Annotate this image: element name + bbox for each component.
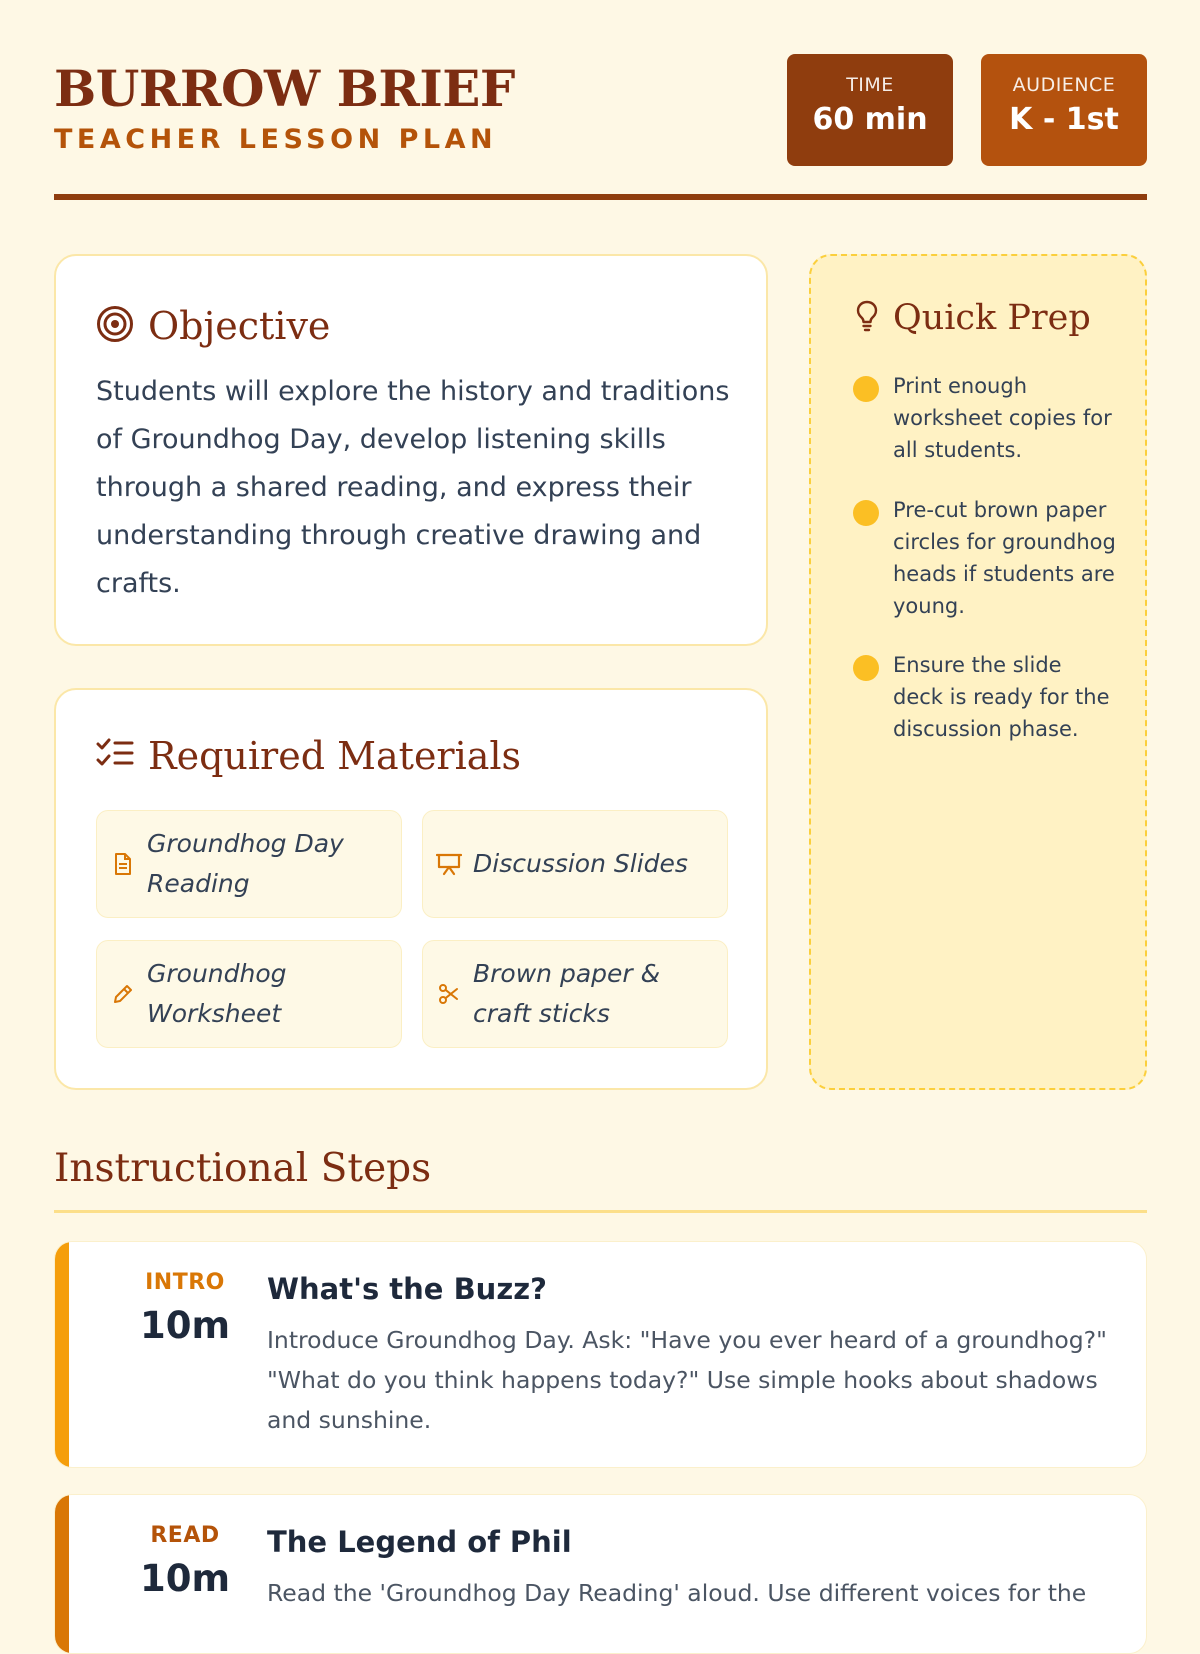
material-item: [96, 940, 402, 1048]
step-duration: 10m: [139, 1304, 231, 1347]
materials-title: Required Materials: [148, 734, 522, 778]
step-duration: 10m: [139, 1557, 231, 1600]
audience-label: AUDIENCE: [1012, 74, 1116, 96]
material-item: [422, 810, 728, 918]
step-phase: READ: [150, 1523, 220, 1548]
material-label: Brown paper & craft sticks: [473, 959, 661, 1028]
quick-prep-panel: [809, 254, 1147, 1090]
step-description: Read the 'Groundhog Day Reading' aloud. Use different voices for the: [267, 1579, 1087, 1607]
material-label: Groundhog Day Reading: [147, 829, 344, 898]
scissors-icon: [429, 983, 469, 1005]
audience-value: K - 1st: [1009, 102, 1119, 137]
bullet-dot: [853, 376, 879, 402]
steps-divider: [54, 1210, 1147, 1213]
materials-card: [54, 688, 768, 1090]
brand-title: BURROW BRIEF: [54, 59, 515, 118]
step-title: What's the Buzz?: [267, 1272, 547, 1306]
header: [54, 58, 1147, 200]
header-divider: [54, 194, 1147, 200]
audience-badge: [981, 54, 1147, 166]
quick-prep-title: Quick Prep: [893, 298, 1091, 338]
prep-item: [853, 494, 1118, 622]
document-icon: [103, 852, 143, 876]
checklist-icon: [96, 737, 134, 775]
material-item: [96, 810, 402, 918]
lesson-plan-page: [54, 0, 1147, 1607]
quick-prep-header: [855, 298, 1091, 338]
presentation-icon: [429, 852, 469, 876]
step-description: Introduce Groundhog Day. Ask: "Have you ever heard of a groundhog?" "What do you think happens today?" Use simple hooks about shadows and sunshine.: [267, 1326, 1107, 1434]
step-phase: INTRO: [145, 1270, 225, 1295]
steps-title: Instructional Steps: [54, 1146, 432, 1191]
objective-title: Objective: [148, 304, 331, 348]
prep-item: [853, 649, 1118, 745]
step-accent-bar: [55, 1495, 69, 1653]
objective-header: [96, 304, 330, 348]
step-card: [54, 1241, 1147, 1468]
objective-card: [54, 254, 768, 646]
bullet-dot: [853, 500, 879, 526]
step-accent-bar: [55, 1242, 69, 1467]
material-label: Discussion Slides: [473, 849, 688, 878]
bullet-dot: [853, 655, 879, 681]
target-icon: [96, 305, 134, 347]
step-title: The Legend of Phil: [267, 1525, 572, 1559]
material-item: [422, 940, 728, 1048]
time-value: 60 min: [812, 102, 928, 137]
time-badge: [787, 54, 953, 166]
pencil-icon: [103, 982, 143, 1006]
prep-item-text: Pre-cut brown paper circles for groundhog heads if students are young.: [893, 498, 1116, 618]
prep-item-text: Print enough worksheet copies for all students.: [893, 374, 1112, 462]
prep-item-text: Ensure the slide deck is ready for the discussion phase.: [893, 653, 1110, 741]
materials-header: [96, 734, 521, 778]
prep-item: [853, 370, 1118, 466]
lightbulb-icon: [855, 299, 879, 337]
material-label: Groundhog Worksheet: [147, 959, 287, 1028]
step-card: [54, 1494, 1147, 1654]
brand-subtitle: TEACHER LESSON PLAN: [54, 124, 498, 155]
objective-text: Students will explore the history and traditions of Groundhog Day, develop listening skills through a shared reading, and express their understanding through creative drawing and crafts.: [96, 376, 730, 599]
time-label: TIME: [846, 74, 894, 96]
